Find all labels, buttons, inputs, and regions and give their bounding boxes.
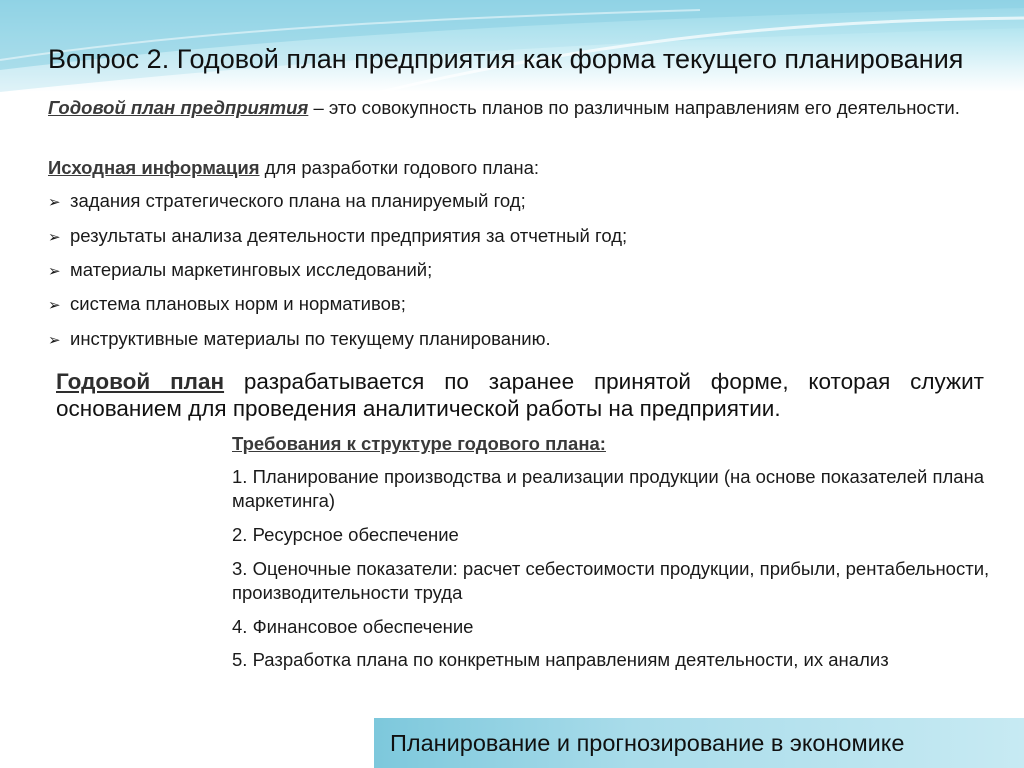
list-item: ➢ задания стратегического плана на планируемый год; (48, 189, 526, 215)
source-info-term: Исходная информация (48, 157, 260, 178)
arrow-bullet-icon: ➢ (48, 263, 61, 280)
requirements-title: Требования к структуре годового плана: (232, 433, 606, 454)
list-item: 4. Финансовое обеспечение (232, 616, 474, 637)
list-item: ➢ система плановых норм и нормативов; (48, 292, 406, 318)
definition-text: – это совокупность планов по различным направлениям его деятельности. (308, 97, 960, 118)
list-item: 3. Оценочные показатели: расчет себестоимости продукции, прибыли, рентабельности, производительности труда (232, 558, 990, 603)
annual-plan-text: разрабатывается по заранее принятой форме, которая служит основанием для проведения аналитической работы на предприятии. (56, 369, 984, 421)
arrow-bullet-icon: ➢ (48, 297, 61, 314)
definition-paragraph (48, 96, 988, 120)
slide-title: Вопрос 2. Годовой план предприятия как форма текущего планирования (48, 44, 964, 74)
definition-term: Годовой план предприятия (48, 97, 309, 118)
footer-text: Планирование и прогнозирование в экономике (390, 730, 905, 756)
list-item: ➢ результаты анализа деятельности предприятия за отчетный год; (48, 224, 627, 250)
source-info-text: для разработки годового плана: (259, 157, 540, 178)
arrow-bullet-icon: ➢ (48, 194, 61, 211)
source-info-heading (48, 156, 988, 180)
annual-plan-paragraph (56, 368, 984, 422)
arrow-bullet-icon: ➢ (48, 229, 61, 246)
list-item: ➢ материалы маркетинговых исследований; (48, 258, 432, 284)
list-item: ➢ инструктивные материалы по текущему планированию. (48, 327, 551, 353)
footer-banner (374, 718, 1024, 768)
list-item: 2. Ресурсное обеспечение (232, 524, 459, 545)
list-item: 1. Планирование производства и реализации продукции (на основе показателей плана маркетинга) (232, 466, 985, 511)
arrow-bullet-icon: ➢ (48, 332, 61, 349)
list-item: 5. Разработка плана по конкретным направлениям деятельности, их анализ (232, 649, 889, 670)
annual-plan-term: Годовой план (56, 369, 225, 394)
